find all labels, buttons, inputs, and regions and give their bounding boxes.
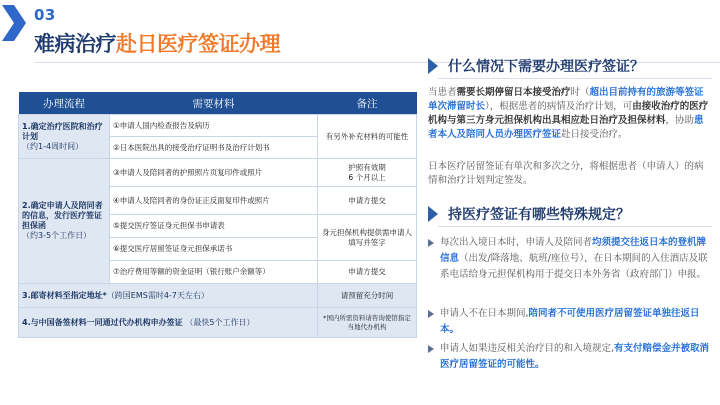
phase-2-cell [19,159,110,284]
triangle-marker-icon [428,58,438,74]
q2-bullet-1 [428,235,710,283]
note-2b: 6 个月以上 [348,172,386,182]
table-header-row [19,92,417,115]
note-2a: 护照有效期 [348,162,386,172]
q2-b2-a: 申请人不在日本期间, [440,308,529,319]
table-row [19,284,417,308]
phase-3-label: 3.邮寄材料至指定地址* [22,290,107,300]
phase-4-label: 4.与中国备签材料一同通过代办机构申办签证 [22,317,183,327]
phase-1-cell [19,115,110,159]
q1-heading: 什么情况下需要办理医疗签证？ [448,59,644,75]
title-part2: 赴日医疗签证办理 [116,32,280,56]
note-5: 申请方提交 [318,261,417,284]
q2-b1-c: （出发/降落地、航班/座位号），在日本期间的入住酒店及联系电话给身元担保机构用于提交日本外务省（政府部门）申报。 [440,253,708,280]
q2-bullet-3 [428,341,710,373]
q1-text-d: 超出目前持有的旅游等签证单次滞留时长 [428,87,704,112]
q2-b2-b: 陪同者不可使用医疗居留签证单独往返日本。 [440,308,700,335]
note-7: *国内所需资料请咨询使馆指定当地代办机构 [318,308,417,338]
note-1: 有另外补充材料的可能性 [318,115,417,159]
q1-paragraph-1 [428,86,710,142]
q1-text-b: 需要长期停留日本接受治疗 [456,87,571,98]
q1-divider [438,78,712,79]
section-number: 03 [34,6,56,24]
q2-b1-b: 均须提交往返日本的登机牌信息 [440,237,707,264]
material-7: ⑦治疗费用等额的资金证明（银行账户余额等） [110,261,318,284]
phase-1-sub: （约1-4周时间） [22,141,84,151]
header-process: 办理流程 [19,92,110,115]
triangle-marker-icon [428,206,438,222]
material-3: ③申请人及陪同者的护照照片页复印件或照片 [110,159,318,187]
q1-text-g: ，协助 [665,115,695,126]
bullet-icon [428,345,434,353]
bullet-icon [428,310,434,318]
material-6: ⑥提交医疗居留签证身元担保承诺书 [110,238,318,261]
q2-b1-a: 每次出入境日本时，申请人及陪同者 [440,237,593,248]
note-6: 请预留充分时间 [318,284,417,308]
q1-text-h: 患者本人及陪同人员办理医疗签证 [428,115,704,140]
material-5: ⑤提交医疗签证身元担保书申请表 [110,215,318,238]
phase-1-label: 1.确定治疗医院和治疗计划 [22,121,103,141]
q2-b3-b: 有支付赔偿金并被取消医疗居留签证的可能性。 [440,343,710,370]
q2-divider [438,226,712,227]
phase-2-label: 2.确定申请人及陪同者的信息，发行医疗签证担保函 [22,201,103,230]
phase-4-sub: （最快5个工作日） [185,317,255,327]
q1-text-e: ），根据患者的病情及治疗计划，可 [485,101,633,112]
q1-heading-bar [428,52,712,80]
table-row [19,115,417,137]
q2-bullet-2 [428,306,710,338]
note-2 [318,159,417,187]
q2-b3-a: 申请人如果违反相关治疗目的和入境规定, [440,343,615,354]
q2-heading-bar [428,200,712,228]
note-3: 申请方提交 [318,187,417,215]
phase-2-sub: （约3-5个工作日） [22,231,92,240]
page-title [34,28,280,58]
bullet-icon [428,239,434,247]
phase-3-sub: （跨国EMS需时4-7天左右） [106,290,209,300]
q1-text-c: 时（ [570,87,590,98]
note-4: 身元担保机构提供需申请人填写并签字 [318,215,417,261]
table-row [19,308,417,338]
table-row [19,159,417,187]
q2-heading: 持医疗签证有哪些特殊规定？ [448,207,630,223]
q1-text-i: 赴日接受治疗。 [561,129,628,140]
title-part1: 难病治疗 [34,32,116,56]
header-materials: 需要材料 [110,92,318,115]
phase-4-cell [19,308,318,338]
header-notes: 备注 [318,92,417,115]
phase-3-cell [19,284,318,308]
q1-text-f: 由接收治疗的医疗机构与第三方身元担保机构出具相应赴日治疗及担保材料 [428,101,709,126]
q1-paragraph-2: 日本医疗居留签证有单次和多次之分，将根据患者（申请人）的病情和治疗计划判定签发。 [428,161,704,186]
material-4: ④申请人及陪同者的身份证正反面复印件或照片 [110,187,318,215]
material-1: ①申请人国内检查报告及病历 [110,115,318,137]
material-2: ②日本医院出具的接受治疗证明书及治疗计划书 [110,137,318,159]
chevron-logo-icon [0,3,30,43]
q1-text-a: 当患者 [428,87,457,98]
process-table [18,92,417,338]
